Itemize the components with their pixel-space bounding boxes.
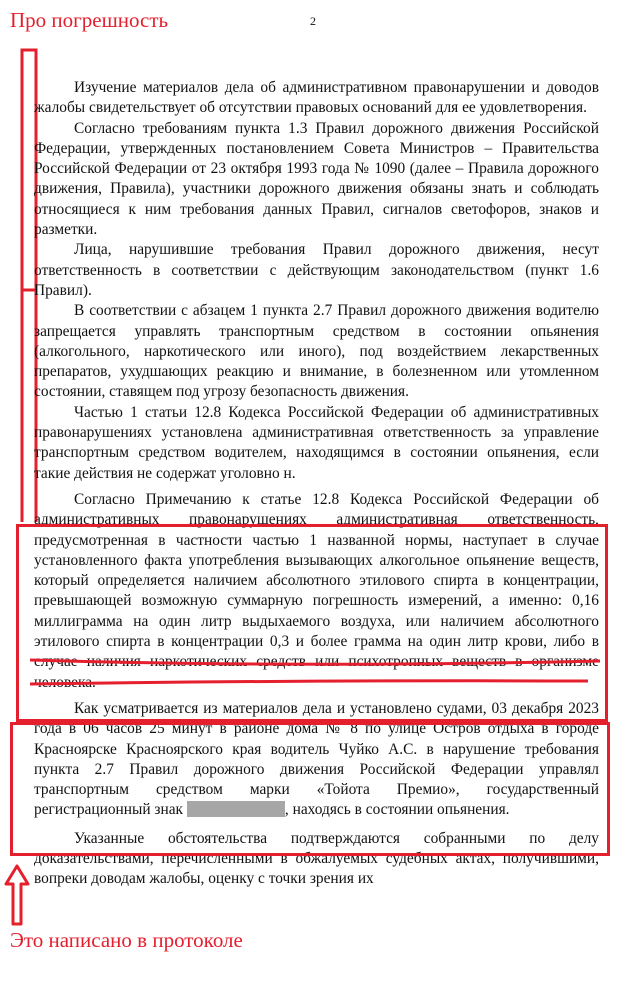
case-text-start: Как усматривается из материалов дела и установлено судами, 03 декабря 2023 года в 06 часов 25 минут в районе дома № 8 по улице Остров отдыха в городе Красноярске Красноярского края водитель Чуйко А.С. в нарушение требования пункта 2.7 Правил дорожного движения Российской Федерации управлял транспортным средством марки «Тойота Премио», государственный регистрационный знак bbox=[34, 699, 599, 819]
paragraph-4: В соответствии с абзацем 1 пункта 2.7 Правил дорожного движения водителю запрещается управлять транспортным средством в состоянии опьянения (алкогольного, наркотического или иного), под воздействием лекарственных препаратов, ухудшающих реакцию и внимание, в болезненном или утомленном состоянии, ставящем под угрозу безопасность движения. bbox=[34, 302, 599, 401]
note-text-end: и более грамма на один литр крови, либо в случае наличия наркотических средств или психотропных веществ в организме человека. bbox=[34, 633, 599, 691]
case-text-end: , находясь в состоянии опьянения. bbox=[284, 801, 510, 819]
note-highlight: измерений, а именно: 0,16 миллиграмма на один литр выдыхаемого воздуха, или наличием абсолютного этилового спирта в концентрации 0,3 bbox=[34, 592, 600, 651]
paragraph-3: Лица, нарушившие требования Правил дорожного движения, несут ответственность в соответствии с действующим законодательством (пункт 1.6 Правил). bbox=[34, 241, 599, 299]
paragraph-5: Частью 1 статьи 12.8 Кодекса Российской Федерации об административных правонарушениях установлена административная ответственность за управление транспортным средством водителем, находящимся в состоянии опьянения, если такие действия не содержат уголовно н. bbox=[34, 403, 599, 482]
paragraph-2: Согласно требованиям пункта 1.3 Правил дорожного движения Российской Федерации, утвержденных постановлением Совета Министров – Правительства Российской Федерации от 23 октября 1993 года № 1090 (далее – Правила дорожного движения, Правила), участники дорожного движения обязаны знать и соблюдать относящиеся к ним требования данных Правил, сигналов светофоров, знаков и разметки. bbox=[34, 119, 599, 239]
paragraph-final: Указанные обстоятельства подтверждаются собранными по делу доказательствами, перечисленными в обжалуемых судебных актах, получившими, вопреки доводам жалобы, оценку с точки зрения их bbox=[34, 829, 599, 888]
paragraph-1: Изучение материалов дела об административном правонарушении и доводов жалобы свидетельствует об отсутствии правовых оснований для ее удовлетворения. bbox=[34, 79, 599, 117]
page-number: 2 bbox=[310, 14, 316, 28]
annotation-bottom-label: Это написано в протоколе bbox=[10, 928, 243, 952]
annotation-top-label: Про погрешность bbox=[10, 8, 169, 32]
note-text-start: Согласно Примечанию к статье 12.8 Кодекса Российской Федерации об административных правонарушениях административная ответственность, предусмотренная в частности частью 1 названной нормы, наступает в случае установленного факта употребления вызывающих алкогольное опьянение веществ, который определяется наличием абсолютного этилового спирта в концентрации, превышающей возможную суммарную погрешность bbox=[34, 490, 599, 610]
